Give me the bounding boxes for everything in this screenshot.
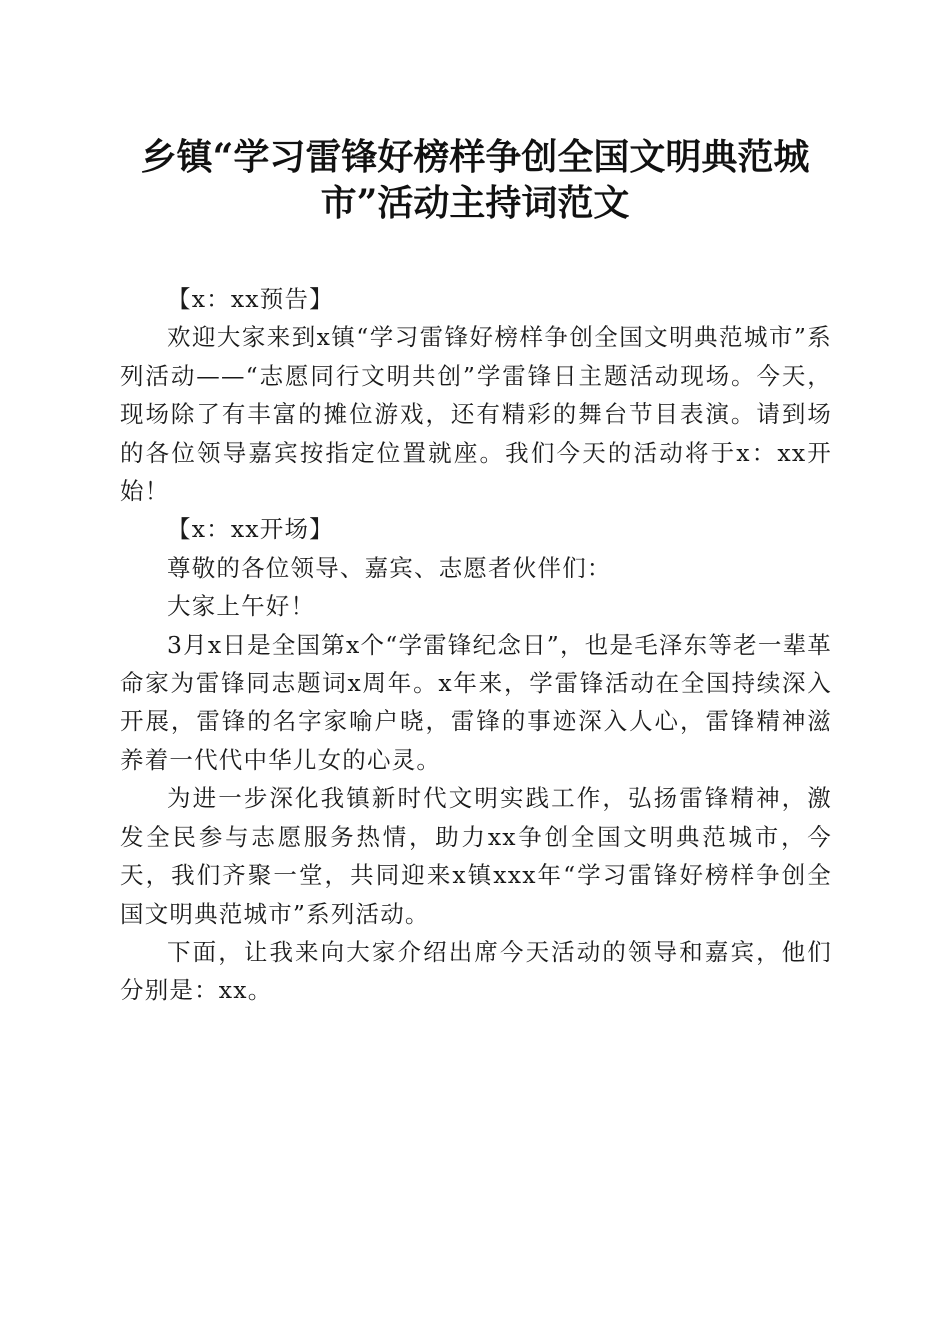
paragraph-preview-time: 【x：xx预告】	[167, 285, 334, 313]
document-body	[120, 280, 832, 1010]
paragraph-welcome: 欢迎大家来到x镇“学习雷锋好榜样争创全国文明典范城市”系列活动——“志愿同行文明共创”学雷锋日主题活动现场。今天，现场除了有丰富的摊位游戏，还有精彩的舞台节目表演。请到场的各位领导嘉宾按指定位置就座。我们今天的活动将于x：xx开始！	[120, 323, 832, 506]
paragraph-greeting: 大家上午好！	[167, 592, 316, 621]
document-title: 乡镇“学习雷锋好榜样争创全国文明典范城市”活动主持词范文	[140, 136, 810, 224]
paragraph-introduction: 下面，让我来向大家介绍出席今天活动的领导和嘉宾，他们分别是：xx。	[120, 937, 832, 1005]
paragraph-salutation: 尊敬的各位领导、嘉宾、志愿者伙伴们：	[167, 553, 612, 582]
paragraph-memorial-day: 3月x日是全国第x个“学雷锋纪念日”，也是毛泽东等老一辈革命家为雷锋同志题词x周年。x年来，学雷锋活动在全国持续深入开展，雷锋的名字家喻户晓，雷锋的事迹深入人心，雷锋精神滋养着一代代中华儿女的心灵。	[120, 630, 832, 774]
paragraph-opening-time: 【x：xx开场】	[167, 515, 334, 544]
paragraph-purpose: 为进一步深化我镇新时代文明实践工作，弘扬雷锋精神，激发全民参与志愿服务热情，助力xx争创全国文明典范城市，今天，我们齐聚一堂，共同迎来x镇xxx年“学习雷锋好榜样争创全国文明典范城市”系列活动。	[120, 784, 832, 928]
